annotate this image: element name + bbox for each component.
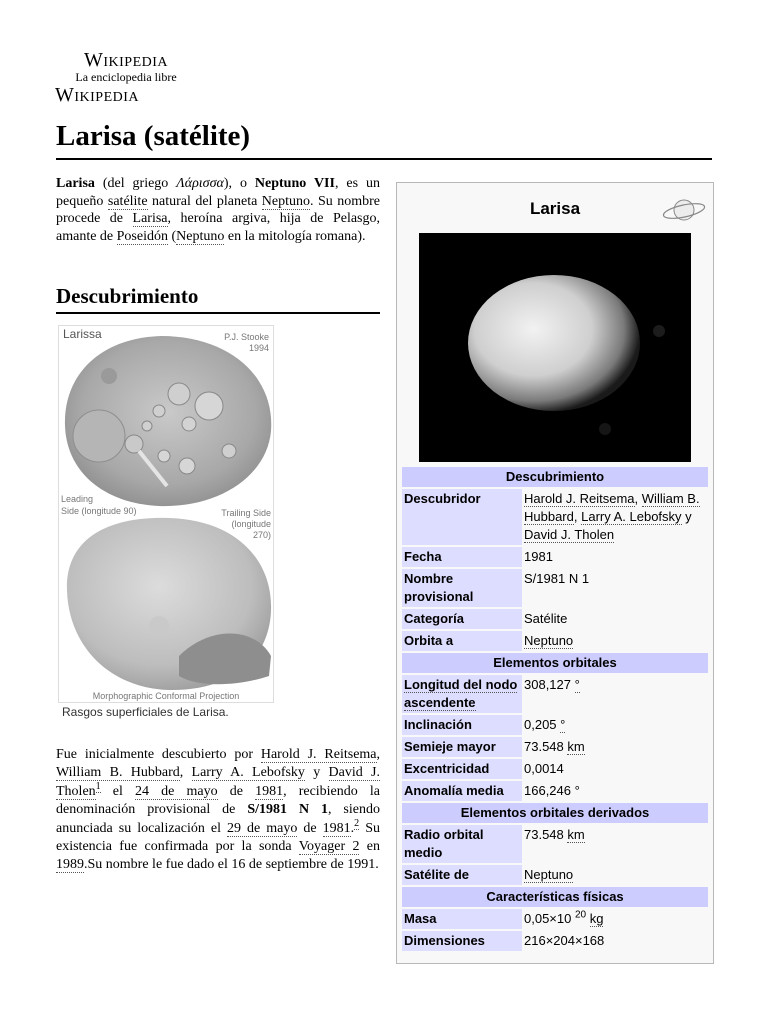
discovery-paragraph — [56, 746, 380, 875]
label-provisional: Nombre provisional — [402, 569, 522, 607]
value-mass — [522, 909, 708, 929]
discovery-text: Su existencia fue confirmada por la sonda — [56, 820, 380, 855]
section-heading-discovery: Descubrimiento — [56, 283, 380, 314]
link-1981-second[interactable]: 1981 — [322, 820, 351, 836]
row-eccentricity — [402, 759, 708, 779]
link-voyager-2[interactable]: Voyager 2 — [298, 839, 360, 855]
row-mass — [402, 909, 708, 929]
map-label-leading: Leading — [61, 494, 94, 504]
designation: Neptuno VII — [254, 176, 335, 191]
figure-caption: Rasgos superficiales de Larisa. — [62, 705, 229, 719]
discovery-text: Fue inicialmente descubierto por — [56, 747, 261, 762]
link-larisa[interactable]: Larisa — [132, 211, 168, 227]
label-discoverer: Descubridor — [402, 489, 522, 545]
link-29-de-mayo[interactable]: 29 de mayo — [227, 820, 298, 836]
discovery-text: , — [179, 765, 192, 781]
link-degree-unit[interactable]: ° — [574, 677, 580, 692]
node-number: 308,127 — [524, 677, 575, 692]
label-inclination: Inclinación — [402, 715, 522, 735]
link-1981[interactable]: 1981 — [255, 783, 284, 799]
link-ib-neptuno-2[interactable]: Neptuno — [524, 867, 574, 882]
label-dimensions: Dimensiones — [402, 931, 522, 951]
label-anomaly: Anomalía media — [402, 781, 522, 801]
intro-text: , es un pequeño — [56, 176, 381, 209]
label-category: Categoría — [402, 609, 522, 629]
discovery-text: , siendo anunciada su localización el — [56, 802, 380, 836]
section-derived: Elementos orbitales derivados — [402, 803, 708, 823]
map-label-year: 1994 — [248, 343, 269, 353]
row-dimensions — [402, 931, 708, 951]
greek-name: Λάρισσα — [176, 176, 224, 191]
link-ib-hubbard[interactable]: William B. Hubbard — [524, 491, 700, 524]
intro-text: ( — [167, 228, 177, 244]
discovery-text: . — [350, 820, 355, 836]
wikipedia-logo[interactable] — [56, 50, 196, 105]
label-semimajor: Semieje mayor — [402, 737, 522, 757]
map-label-leading-longitude: Side (longitude 90) — [61, 506, 137, 516]
label-date: Fecha — [402, 547, 522, 567]
discovery-text: en — [359, 839, 380, 855]
section-physical: Características físicas — [402, 887, 708, 907]
link-lebofsky[interactable]: Larry A. Lebofsky — [191, 765, 305, 781]
intro-text: en la mitología romana). — [224, 228, 366, 244]
value-provisional: S/1981 N 1 — [522, 569, 708, 607]
intro-paragraph — [56, 175, 380, 245]
surface-map-figure[interactable] — [58, 325, 274, 703]
value-anomaly: 166,246 ° — [522, 781, 708, 801]
link-ascending-node[interactable]: Longitud del nodo ascendente — [404, 677, 518, 710]
discovery-text: de — [217, 783, 256, 799]
value-node — [522, 675, 708, 713]
link-degree-unit[interactable]: ° — [560, 717, 566, 732]
row-orbits — [402, 631, 708, 651]
row-discoverer — [402, 489, 708, 545]
value-inclination — [522, 715, 708, 735]
surface-map-image — [59, 326, 273, 702]
row-anomaly — [402, 781, 708, 801]
link-ib-lebofsky[interactable]: Larry A. Lebofsky — [581, 509, 682, 524]
link-neptuno-mythology[interactable]: Neptuno — [176, 228, 225, 244]
larisa-photo[interactable] — [419, 233, 691, 462]
label-satellite-of: Satélite de — [402, 865, 522, 885]
link-satelite[interactable]: satélite — [107, 193, 148, 209]
inclination-number: 0,205 — [524, 717, 561, 732]
map-label-title: Larissa — [63, 327, 102, 341]
tagline: La enciclopedia libre — [75, 70, 177, 84]
intro-text: (del griego — [94, 176, 177, 191]
link-kg-unit[interactable]: kg — [589, 911, 604, 926]
label-mass: Masa — [402, 909, 522, 929]
infobox — [396, 182, 714, 964]
separator: , — [634, 491, 642, 506]
intro-text: ), o — [223, 176, 255, 191]
mass-exponent: 20 — [574, 909, 587, 921]
wordmark-secondary: Wikipedia — [55, 84, 140, 106]
link-neptuno[interactable]: Neptuno — [261, 193, 310, 209]
intro-text: . Su nombre procede de — [56, 193, 380, 227]
value-radius — [522, 825, 708, 863]
intro-text: , heroína argiva, hija de Pelasgo, amante de — [56, 211, 380, 244]
link-24-de-mayo[interactable]: 24 de mayo — [135, 783, 218, 799]
value-satellite-of — [522, 865, 708, 885]
discovery-text: .Su nombre le fue dado el 16 de septiembre de 1991. — [84, 857, 379, 873]
row-inclination — [402, 715, 708, 735]
label-orbits: Orbita a — [402, 631, 522, 651]
map-label-trailing-degrees: 270) — [252, 530, 271, 540]
row-satellite-of — [402, 865, 708, 885]
infobox-table — [402, 465, 708, 953]
semimajor-number: 73.548 — [524, 739, 568, 754]
map-label-trailing-longitude: (longitude — [231, 519, 271, 529]
value-dimensions: 216×204×168 — [522, 931, 708, 951]
infobox-title: Larisa — [529, 199, 581, 218]
section-discovery: Descubrimiento — [402, 467, 708, 487]
discovery-text: , recibiendo la denominación provisional de — [56, 783, 380, 818]
link-poseidon[interactable]: Poseidón — [116, 228, 168, 244]
value-eccentricity: 0,0014 — [522, 759, 708, 779]
planet-icon — [661, 194, 707, 226]
value-discoverer — [522, 489, 708, 545]
row-date — [402, 547, 708, 567]
value-orbits — [522, 631, 708, 651]
intro-text: natural del planeta — [147, 193, 262, 209]
discovery-text: , — [376, 747, 381, 762]
label-eccentricity: Excentricidad — [402, 759, 522, 779]
separator: y — [681, 509, 692, 524]
link-tholen[interactable]: David J. Tholen — [56, 765, 380, 799]
reference-1[interactable]: 1 — [95, 781, 101, 793]
row-semimajor — [402, 737, 708, 757]
link-ib-neptuno[interactable]: Neptuno — [524, 633, 574, 648]
link-km-unit[interactable]: km — [567, 739, 585, 754]
row-provisional — [402, 569, 708, 607]
discovery-text: y — [304, 765, 329, 781]
link-1989[interactable]: 1989 — [56, 857, 84, 873]
link-reitsema[interactable]: Harold J. Reitsema — [260, 747, 377, 762]
row-category — [402, 609, 708, 629]
label-radius: Radio orbital medio — [402, 825, 522, 863]
label-node — [402, 675, 522, 713]
map-label-projection: Morphographic Conformal Projection — [92, 691, 240, 701]
wordmark: Wikipedia — [83, 49, 169, 71]
link-ib-reitsema[interactable]: Harold J. Reitsema — [524, 491, 635, 506]
row-radius — [402, 825, 708, 863]
link-km-unit[interactable]: km — [567, 827, 585, 842]
mass-number: 0,05×10 — [524, 911, 575, 926]
article-subject: Larisa — [56, 176, 95, 191]
link-ib-tholen[interactable]: David J. Tholen — [524, 527, 615, 542]
map-label-trailing: Trailing Side — [221, 508, 271, 518]
value-category: Satélite — [522, 609, 708, 629]
reference-2[interactable]: 2 — [354, 817, 360, 829]
map-label-author: P.J. Stooke — [224, 332, 269, 342]
section-orbital: Elementos orbitales — [402, 653, 708, 673]
discovery-text: el — [100, 783, 136, 799]
row-node — [402, 675, 708, 713]
separator: , — [573, 509, 582, 524]
radius-number: 73.548 — [524, 827, 568, 842]
value-date: 1981 — [522, 547, 708, 567]
provisional-designation: S/1981 N 1 — [247, 802, 328, 818]
value-semimajor — [522, 737, 708, 757]
discovery-text: de — [297, 820, 323, 836]
page-title: Larisa (satélite) — [56, 118, 712, 160]
link-hubbard[interactable]: William B. Hubbard — [56, 765, 180, 781]
